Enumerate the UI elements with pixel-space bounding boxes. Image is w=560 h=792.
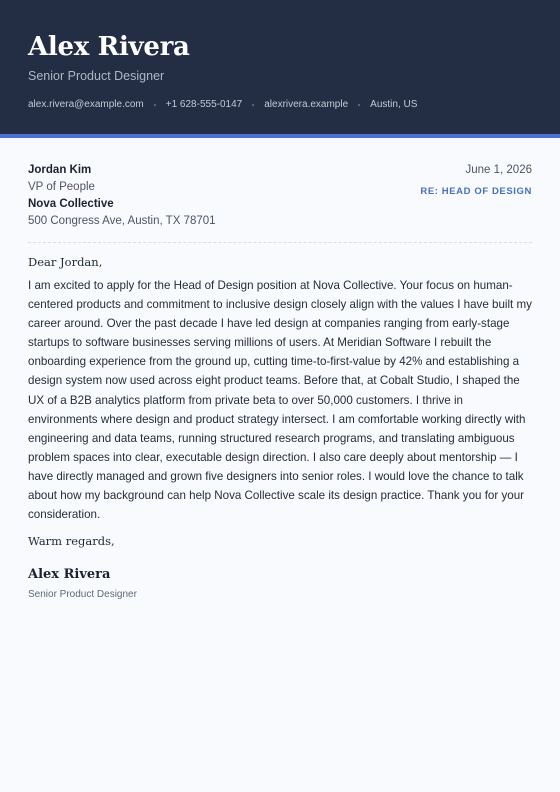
sender-role: Senior Product Designer (28, 69, 165, 83)
recipient-address: 500 Congress Ave, Austin, TX 78701 (28, 215, 216, 227)
contact-location: Austin, US (370, 99, 418, 110)
separator-dot (358, 104, 360, 106)
contact-email[interactable]: alex.rivera@example.com (28, 99, 144, 110)
contact-bar (28, 99, 417, 110)
recipient-name: Jordan Kim (28, 164, 92, 176)
sender-name: Alex Rivera (28, 32, 190, 62)
contact-phone[interactable]: +1 628-555-0147 (165, 99, 243, 110)
separator-dot (252, 104, 254, 106)
recipient-title: VP of People (28, 181, 95, 193)
accent-bar (0, 134, 560, 138)
recipient-block (28, 162, 216, 230)
separator-dot (154, 104, 156, 106)
letter-body: I am excited to apply for the Head of Design position at Nova Collective. Your focus on human-centered products and commitment to inclusive design closely align with the values I have built my career around. Over the past decade I have led design at companies ranging from early-stage startups to software businesses serving millions of users. At Meridian Software I rebuilt the onboarding experience from the ground up, cutting time-to-first-value by 42% and establishing a design system now used across eight product teams. Before that, at Cobalt Studio, I shaped the UX of a B2B analytics platform from private beta to over 50,000 customers. I thrive in environments where design and product strategy intersect. I am comfortable working directly with engineering and data teams, running structured research programs, and translating ambiguous problem spaces into clear, executable design direction. I also care deeply about mentorship — I have directly managed and grown five designers into senior roles. I would love the chance to talk about how my background can help Nova Collective scale its design practice. Thank you for your consideration. (28, 279, 532, 522)
subject-line: RE: HEAD OF DESIGN (420, 186, 532, 197)
signature-role: Senior Product Designer (28, 589, 137, 600)
divider (28, 242, 532, 243)
salutation: Dear Jordan, (28, 255, 103, 269)
date-block (420, 162, 532, 200)
contact-website[interactable]: alexrivera.example (264, 99, 349, 110)
letter-date: June 1, 2026 (465, 164, 532, 176)
closing: Warm regards, (28, 534, 115, 548)
letterhead (0, 0, 560, 134)
recipient-company: Nova Collective (28, 198, 114, 210)
signature-name: Alex Rivera (28, 567, 111, 582)
